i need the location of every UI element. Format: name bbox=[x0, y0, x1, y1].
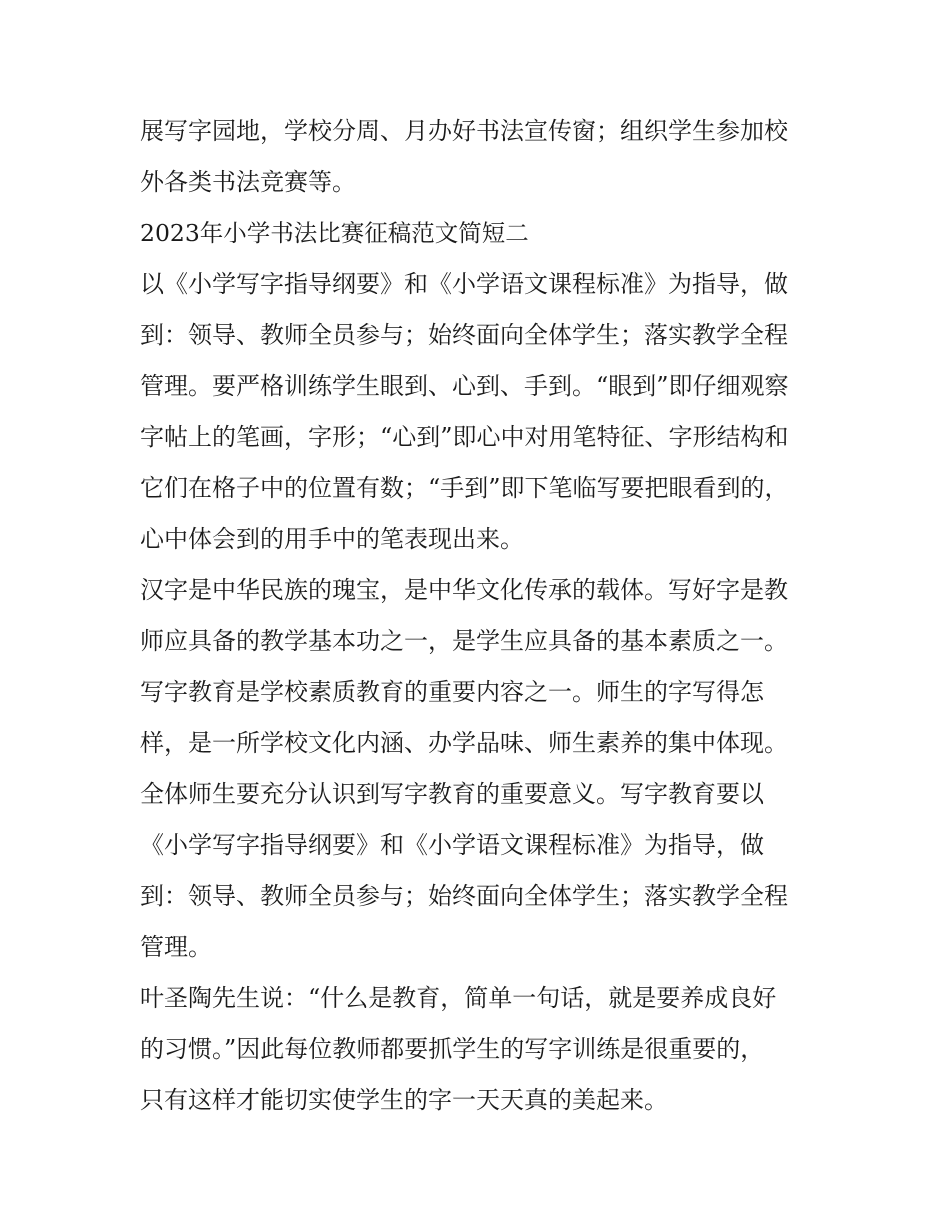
text-line: 心中体会到的用手中的笔表现出来。 bbox=[140, 525, 524, 553]
text-line: 到：领导、教师全员参与；始终面向全体学生；落实教学全程 bbox=[140, 321, 788, 349]
paragraph-ye-shengtao-quote bbox=[140, 978, 820, 1131]
text-line: 管理。 bbox=[140, 933, 212, 961]
text-line: 到：领导、教师全员参与；始终面向全体学生；落实教学全程 bbox=[140, 882, 788, 910]
document-body bbox=[140, 111, 820, 1131]
text-line: 以《小学写字指导纲要》和《小学语文课程标准》为指导，做 bbox=[140, 270, 788, 298]
section-title bbox=[140, 213, 820, 264]
paragraph-continued-activities bbox=[140, 111, 820, 213]
text-line: 展写字园地，学校分周、月办好书法宣传窗；组织学生参加校 bbox=[140, 117, 788, 145]
text-line: 它们在格子中的位置有数；“手到”即下笔临写要把眼看到的， bbox=[140, 474, 789, 502]
title-line: 2023年小学书法比赛征稿范文简短二 bbox=[140, 219, 529, 247]
text-line: 汉字是中华民族的瑰宝，是中华文化传承的载体。写好字是教 bbox=[140, 576, 788, 604]
text-line: 全体师生要充分认识到写字教育的重要意义。写字教育要以 bbox=[140, 780, 764, 808]
text-line: 字帖上的笔画，字形；“心到”即心中对用笔特征、字形结构和 bbox=[140, 423, 789, 451]
text-line: 的习惯。”因此每位教师都要抓学生的写字训练是很重要的， bbox=[140, 1035, 765, 1063]
text-line: 师应具备的教学基本功之一，是学生应具备的基本素质之一。 bbox=[140, 627, 788, 655]
text-line: 管理。要严格训练学生眼到、心到、手到。“眼到”即仔细观察 bbox=[140, 372, 789, 400]
text-line: 写字教育是学校素质教育的重要内容之一。师生的字写得怎 bbox=[140, 678, 764, 706]
paragraph-chinese-characters bbox=[140, 570, 820, 978]
text-line: 样，是一所学校文化内涵、办学品味、师生素养的集中体现。 bbox=[140, 729, 788, 757]
text-line: 只有这样才能切实使学生的字一天天真的美起来。 bbox=[140, 1086, 668, 1114]
paragraph-writing-guidance bbox=[140, 264, 820, 570]
text-line: 外各类书法竞赛等。 bbox=[140, 168, 356, 196]
text-line: 叶圣陶先生说：“什么是教育，简单一句话，就是要养成良好 bbox=[140, 984, 777, 1012]
text-line: 《小学写字指导纲要》和《小学语文课程标准》为指导，做 bbox=[140, 831, 764, 859]
